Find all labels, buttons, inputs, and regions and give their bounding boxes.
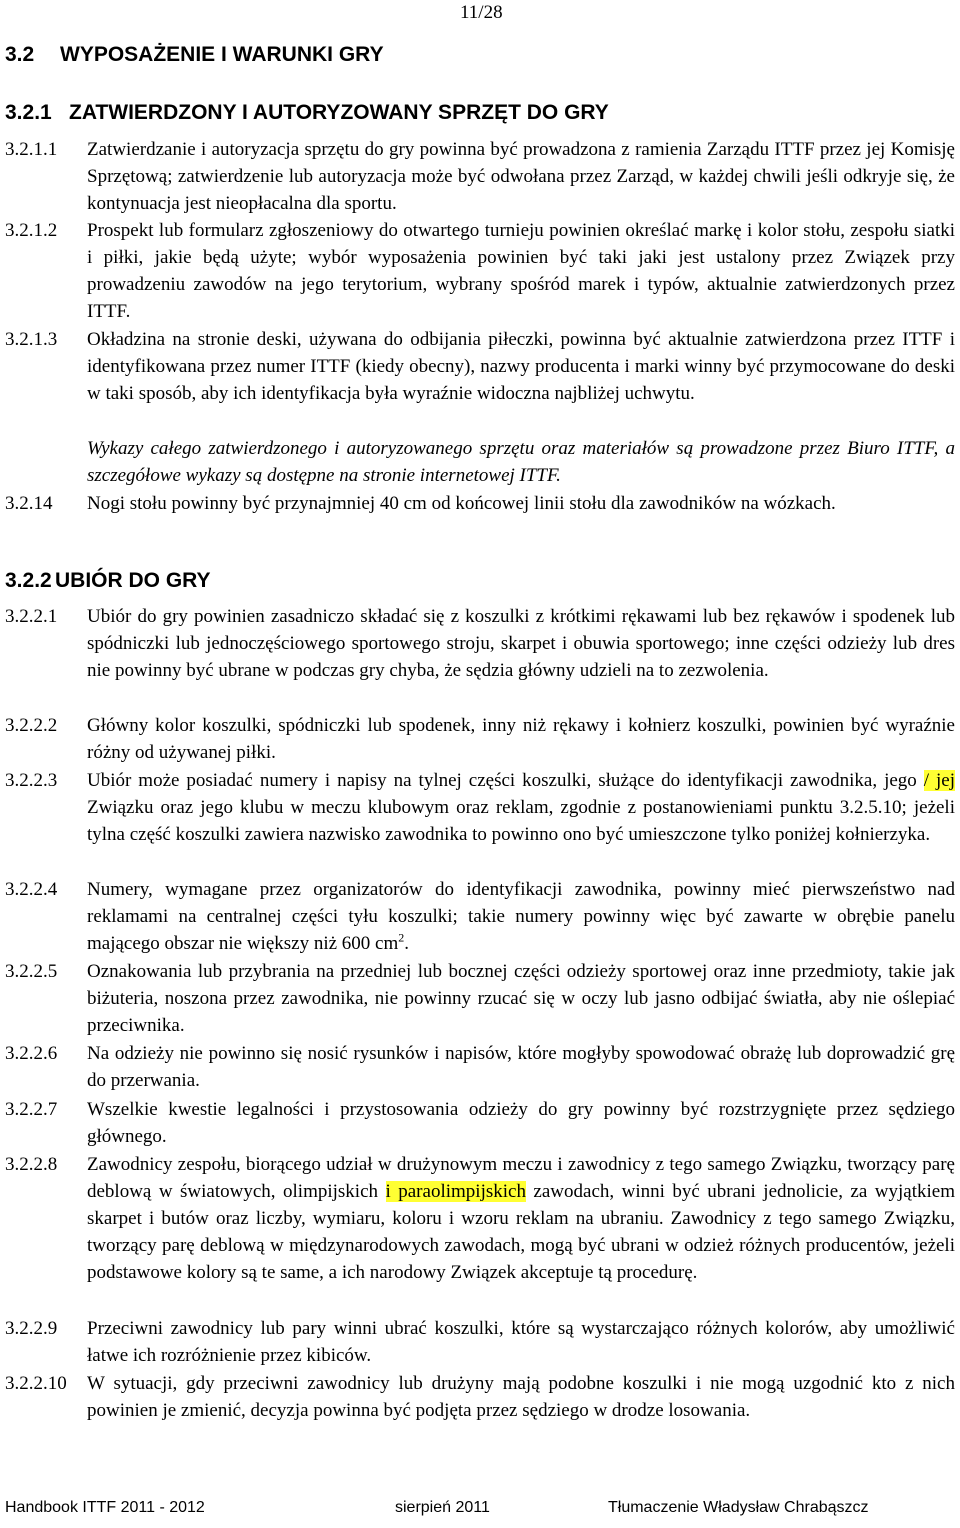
clause-number: 3.2.1.3 (5, 329, 58, 350)
section-heading (5, 43, 384, 67)
clause-text-part: . (404, 933, 410, 954)
clause-text-part: Numery, wymagane przez organizatorów do identyfikacji zawodnika, powinny mieć pierwszeństwo nad reklamami na centralnej części tyłu koszulki; takie numery powinny więc być zawarte w obrębie panelu mającego obszar nie większy niż 600 cm (87, 879, 955, 954)
footer-left: Handbook ITTF 2011 - 2012 (5, 1499, 205, 1516)
clause-number: 3.2.2.7 (5, 1099, 58, 1120)
clause-number: 3.2.2.10 (5, 1373, 67, 1394)
clause-number: 3.2.2.2 (5, 715, 58, 736)
clause-text-part: zawodach, winni być ubrani jednolicie, za wyjątkiem skarpet i butów oraz liczby, wymiaru, koloru i wzoru reklam na ubraniu. Zawodnicy z tego samego Związku, tworzący parę deblową w międzynarodowych zawodach, mogą być ubrani w odzież różnych producentów, jeżeli podstawowe kolory są te same, a ich narodowy Związek akceptuje tą procedurę. (87, 1181, 955, 1283)
clause-3-2-1-1 (5, 136, 955, 217)
clause-3-2-2-7 (5, 1096, 955, 1150)
highlighted-text: / jej (923, 770, 955, 791)
clause-number: 3.2.2.5 (5, 961, 58, 982)
subsection-heading-equipment (5, 101, 609, 125)
clause-number: 3.2.2.3 (5, 770, 58, 791)
clause-number: 3.2.1.1 (5, 139, 58, 160)
subsection-heading-clothing (5, 569, 211, 593)
clause-number: 3.2.14 (5, 493, 53, 514)
clause-text: Okładzina na stronie deski, używana do odbijania piłeczki, powinna być aktualnie zatwierdzona przez ITTF i identyfikowana przez numer ITTF (kiedy obecny), nazwy producenta i marki winny być przymocowane do deski w taki sposób, aby ich identyfikacja była wyraźnie widoczna najbliżej uchwytu. (87, 329, 955, 404)
clause-3-2-2-9 (5, 1315, 955, 1369)
clause-3-2-2-5 (5, 958, 955, 1039)
footer-right: Tłumaczenie Władysław Chrabąszcz (608, 1499, 869, 1516)
subsection-number: 3.2.2 (5, 569, 52, 592)
clause-note-italic (5, 435, 955, 489)
subsection-title: UBIÓR DO GRY (55, 569, 211, 592)
highlighted-text: i paraolimpijskich (385, 1181, 526, 1202)
clause-text (87, 767, 955, 848)
clause-text: Zatwierdzanie i autoryzacja sprzętu do gry powinna być prowadzona z ramienia Zarządu ITTF przez jej Komisję Sprzętową; zatwierdzenie lub autoryzacja może być odwołana przez Zarząd, w każdej chwili jeśli odkryje się, że kontynuacja jest nieopłacalna dla sportu. (87, 139, 955, 214)
clause-3-2-2-6 (5, 1040, 955, 1094)
clause-text (87, 876, 955, 957)
clause-text: Nogi stołu powinny być przynajmniej 40 cm od końcowej linii stołu dla zawodników na wózkach. (87, 493, 836, 514)
clause-text: Wykazy całego zatwierdzonego i autoryzowanego sprzętu oraz materiałów są prowadzone przez Biuro ITTF, a szczegółowe wykazy są dostępne na stronie internetowej ITTF. (87, 438, 955, 486)
clause-text: Ubiór do gry powinien zasadniczo składać się z koszulki z krótkimi rękawami lub bez rękawów i spodenek lub spódniczki lub jednoczęściowego sportowego stroju, skarpet i obuwia sportowego; inne części odzieży lub dres nie powinny być ubrane w podczas gry chyba, że sędzia główny udzieli na to zezwolenia. (87, 606, 955, 681)
page-number: 11/28 (460, 2, 503, 23)
clause-text: Na odzieży nie powinno się nosić rysunków i napisów, które mogłyby spowodować obrażę lub doprowadzić grę do przerwania. (87, 1043, 955, 1091)
clause-text: Prospekt lub formularz zgłoszeniowy do otwartego turnieju powinien określać markę i kolor stołu, zespołu siatki i piłki, jakie będą użyte; wybór wyposażenia powinien być taki jaki jest ustalony przez Związek przy prowadzeniu zawodów na jego terytorium, wybrany spośród marek i typów, aktualnie zatwierdzonych przez ITTF. (87, 220, 955, 322)
clause-text-part: Zawodnicy zespołu, biorącego udział w drużynowym meczu i zawodnicy z tego samego Związku, tworzący parę deblową w światowych, olimpijskich (87, 1154, 955, 1202)
clause-text (87, 1151, 955, 1286)
clause-3-2-2-2 (5, 712, 955, 766)
clause-text: Przeciwni zawodnicy lub pary winni ubrać koszulki, które są wystarczająco różnych kolorów, aby umożliwić łatwe ich rozróżnienie przez kibiców. (87, 1318, 955, 1366)
clause-number: 3.2.1.2 (5, 220, 58, 241)
clause-3-2-2-1 (5, 603, 955, 684)
clause-text: Oznakowania lub przybrania na przedniej lub bocznej części odzieży sportowej oraz inne przedmioty, takie jak biżuteria, noszona przez zawodnika, nie powinny rzucać się w oczy lub jasno odbijać światła, aby nie oślepiać przeciwnika. (87, 961, 955, 1036)
clause-3-2-2-10 (5, 1370, 955, 1424)
clause-3-2-2-4 (5, 876, 955, 957)
subsection-number: 3.2.1 (5, 101, 52, 124)
clause-number: 3.2.2.4 (5, 879, 58, 900)
clause-3-2-1-2 (5, 217, 955, 325)
clause-number: 3.2.2.6 (5, 1043, 58, 1064)
clause-text-part: Związku oraz jego klubu w meczu klubowym oraz reklam, zgodnie z postanowieniami punktu 3.2.5.10; jeżeli tylna część koszulki zawiera nazwisko zawodnika to powinno ono być umieszczone tylko poniżej kołnierzyka. (87, 797, 955, 845)
clause-number: 3.2.2.1 (5, 606, 58, 627)
footer-center: sierpień 2011 (395, 1499, 490, 1516)
clause-text: Główny kolor koszulki, spódniczki lub spodenek, inny niż rękawy i kołnierz koszulki, powinien być wyraźnie różny od używanej piłki. (87, 715, 955, 763)
clause-number: 3.2.2.9 (5, 1318, 58, 1339)
section-title: WYPOSAŻENIE I WARUNKI GRY (60, 43, 384, 66)
clause-3-2-2-3 (5, 767, 955, 848)
clause-text: W sytuacji, gdy przeciwni zawodnicy lub drużyny mają podobne koszulki i nie mogą uzgodnić kto z nich powinien je zmienić, decyzja powinna być podjęta przez sędziego w drodze losowania. (87, 1373, 955, 1421)
clause-text: Wszelkie kwestie legalności i przystosowania odzieży do gry powinny być rozstrzygnięte przez sędziego głównego. (87, 1099, 955, 1147)
superscript: 2 (398, 930, 405, 945)
section-number: 3.2 (5, 43, 35, 66)
clause-number: 3.2.2.8 (5, 1154, 58, 1175)
clause-3-2-14 (5, 490, 955, 517)
subsection-title: ZATWIERDZONY I AUTORYZOWANY SPRZĘT DO GRY (69, 101, 609, 124)
clause-3-2-1-3 (5, 326, 955, 407)
clause-text-part: Ubiór może posiadać numery i napisy na tylnej części koszulki, służące do identyfikacji zawodnika, jego (87, 770, 924, 791)
clause-3-2-2-8 (5, 1151, 955, 1286)
